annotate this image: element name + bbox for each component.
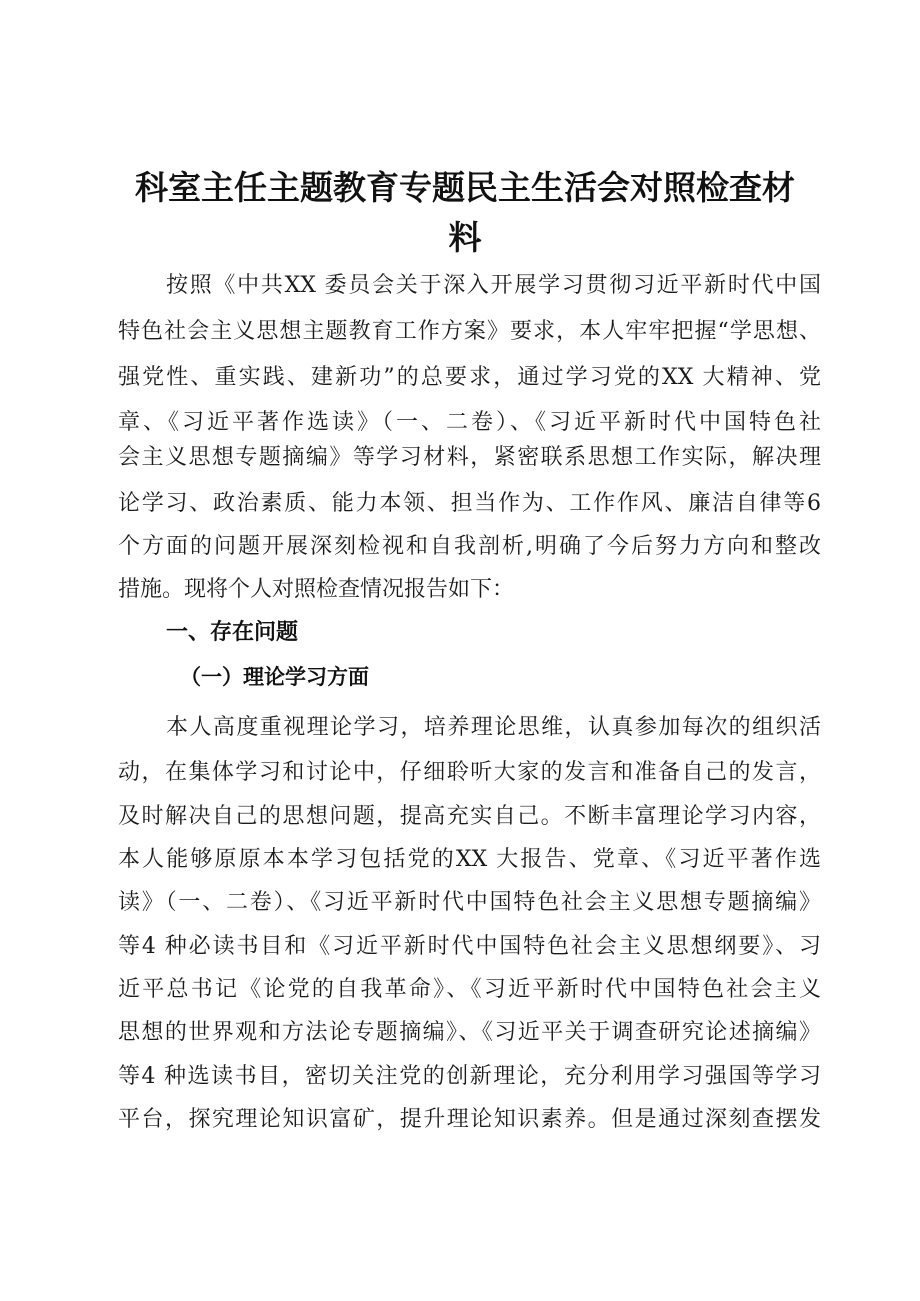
intro-line: 强党性、重实践、建新功”的总要求，通过学习党的XX 大精神、党: [118, 365, 821, 390]
intro-line: 按照《中共XX 委员会关于深入开展学习贯彻习近平新时代中国: [166, 273, 821, 298]
body-line: 近平总书记《论党的自我革命》、《习近平新时代中国特色社会主义: [118, 977, 821, 1002]
body-line: 平台，探究理论知识富矿，提升理论知识素养。但是通过深刻查摆发: [118, 1107, 821, 1132]
body-line: 本人能够原原本本学习包括党的XX 大报告、党章、《习近平著作选: [118, 847, 821, 872]
section-heading-problems: 一、存在问题: [166, 620, 299, 645]
intro-line: 措施。现将个人对照检查情况报告如下：: [118, 577, 515, 602]
body-line: 及时解决自己的思想问题，提高充实自己。不断丰富理论学习内容，: [118, 804, 821, 829]
intro-line: 特色社会主义思想主题教育工作方案》要求，本人牢牢把握“学思想、: [118, 319, 821, 344]
document-title-line-2: 料: [448, 218, 482, 257]
body-line: 读》（一、二卷）、《习近平新时代中国特色社会主义思想专题摘编》: [118, 890, 821, 915]
subsection-heading-theory: （一）理论学习方面: [180, 665, 369, 689]
document-title-line-1: 科室主任主题教育专题民主生活会对照检查材: [135, 168, 795, 207]
intro-line: 个方面的问题开展深刻检视和自我剖析,明确了今后努力方向和整改: [118, 534, 821, 559]
body-line: 动，在集体学习和讨论中，仔细聆听大家的发言和准备自己的发言，: [118, 760, 821, 785]
intro-line: 章、《习近平著作选读》（一、二卷）、《习近平新时代中国特色社: [118, 410, 821, 435]
intro-line: 论学习、政治素质、能力本领、担当作为、工作作风、廉洁自律等6: [118, 491, 821, 516]
body-line: 等4 种选读书目，密切关注党的创新理论，充分利用学习强国等学习: [118, 1064, 821, 1089]
intro-line: 会主义思想专题摘编》等学习材料，紧密联系思想工作实际，解决理: [118, 445, 821, 470]
body-line: 思想的世界观和方法论专题摘编》、《习近平关于调查研究论述摘编》: [118, 1020, 821, 1045]
body-line: 等4 种必读书目和《习近平新时代中国特色社会主义思想纲要》、习: [118, 934, 821, 959]
body-line: 本人高度重视理论学习，培养理论思维，认真参加每次的组织活: [166, 715, 821, 740]
